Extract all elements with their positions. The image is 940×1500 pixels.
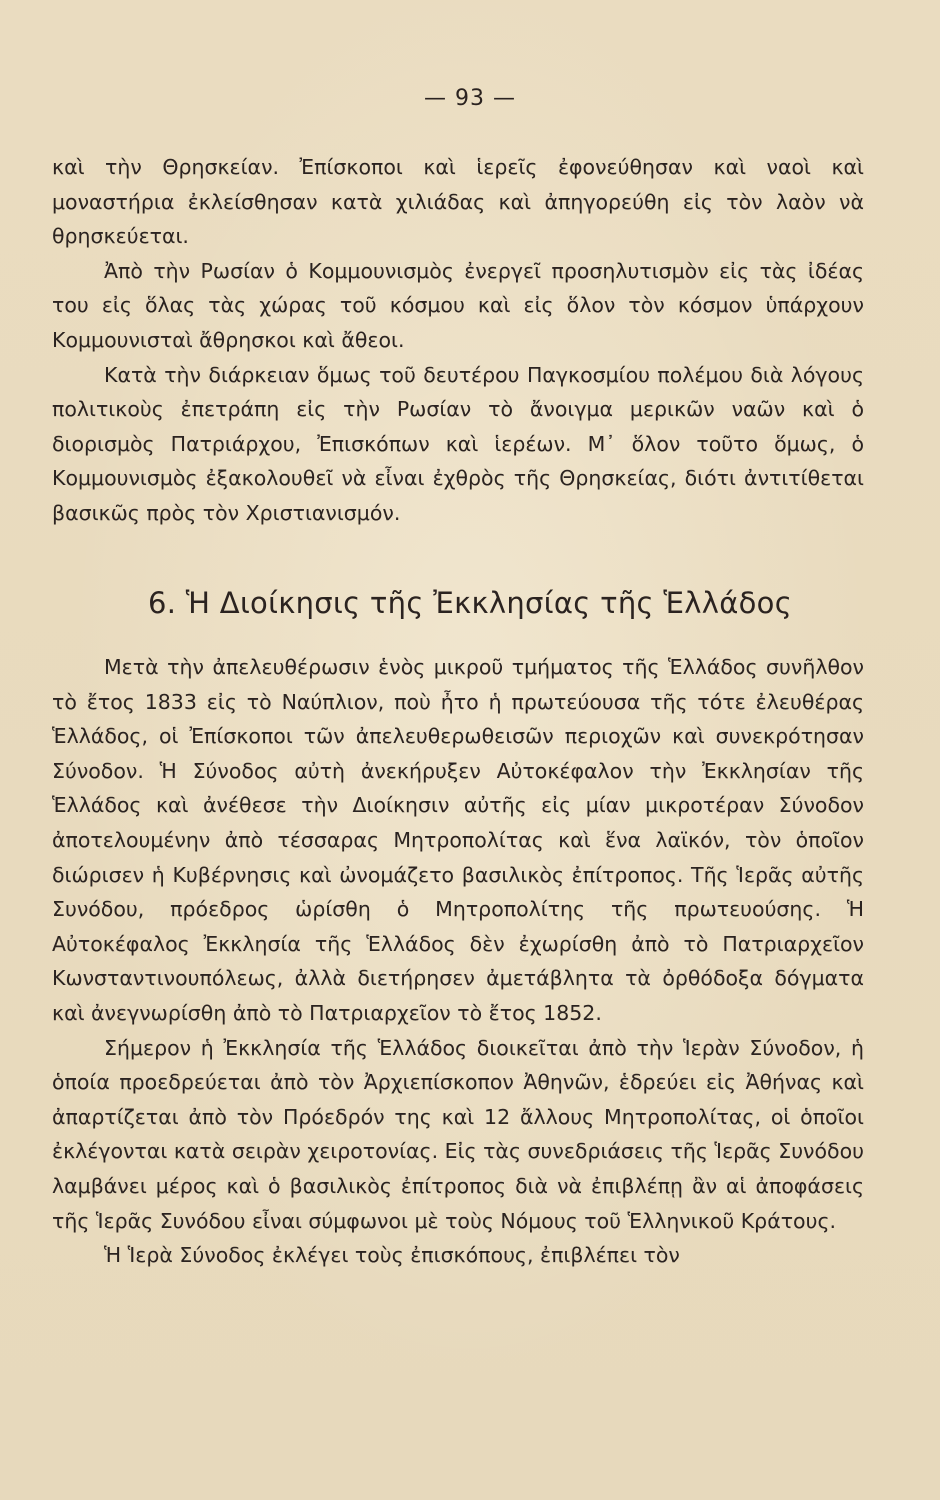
- paragraph-continuation: καὶ τὴν Θρησκείαν. Ἐπίσκοποι καὶ ἱερεῖς ἐφονεύθησαν καὶ ναοὶ καὶ μοναστήρια ἐκλείσθησαν κατὰ χιλιάδας καὶ ἀπηγορεύθη εἰς τὸν λαὸν νὰ θρησκεύεται.: [52, 155, 864, 249]
- paragraph: Ἡ Ἱερὰ Σύνοδος ἐκλέγει τοὺς ἐπισκόπους, ἐπιβλέπει τὸν: [104, 1243, 680, 1268]
- body-text-top: [52, 150, 864, 531]
- paragraph: Ἀπὸ τὴν Ρωσίαν ὁ Κομμουνισμὸς ἐνεργεῖ προσηλυτισμὸν εἰς τὰς ἰδέας του εἰς ὅλας τὰς χώρας τοῦ κόσμου καὶ εἰς ὅλον τὸν κόσμον ὑπάρχουν Κομμουνισταὶ ἄθρησκοι καὶ ἄθεοι.: [52, 258, 864, 352]
- body-text-bottom: [52, 650, 864, 1273]
- section-heading: 6. Ἡ Διοίκησις τῆς Ἐκκλησίας τῆς Ἑλλάδος: [147, 586, 793, 620]
- paragraph: Σήμερον ἡ Ἐκκλησία τῆς Ἑλλάδος διοικεῖται ἀπὸ τὴν Ἱερὰν Σύνοδον, ἡ ὁποία προεδρεύεται ἀπὸ τὸν Ἀρχιεπίσκοπον Ἀθηνῶν, ἑδρεύει εἰς Ἀθήνας καὶ ἀπαρτίζεται ἀπὸ τὸν Πρόεδρόν της καὶ 12 ἄλλους Μητροπολίτας, οἱ ὁποῖοι ἐκλέγονται κατὰ σειρὰν χειροτονίας. Εἰς τὰς συνεδριάσεις τῆς Ἱερᾶς Συνόδου λαμβάνει μέρος καὶ ὁ βασιλικὸς ἐπίτροπος διὰ νὰ ἐπιβλέπῃ ἂν αἱ ἀποφάσεις τῆς Ἱερᾶς Συνόδου εἶναι σύμφωνοι μὲ τοὺς Νόμους τοῦ Ἑλληνικοῦ Κράτους.: [52, 1035, 864, 1233]
- paragraph: Κατὰ τὴν διάρκειαν ὅμως τοῦ δευτέρου Παγκοσμίου πολέμου διὰ λόγους πολιτικοὺς ἐπετράπη εἰς τὴν Ρωσίαν τὸ ἄνοιγμα μερικῶν ναῶν καὶ ὁ διορισμὸς Πατριάρχου, Ἐπισκόπων καὶ ἱερέων. Μ᾿ ὅλον τοῦτο ὅμως, ὁ Κομμουνισμὸς ἐξακολουθεῖ νὰ εἶναι ἐχθρὸς τῆς Θρησκείας, διότι ἀντιτίθεται βασικῶς πρὸς τὸν Χριστιανισμόν.: [52, 362, 864, 525]
- page-number: — 93 —: [424, 86, 516, 111]
- paragraph: Μετὰ τὴν ἀπελευθέρωσιν ἑνὸς μικροῦ τμήματος τῆς Ἑλλάδος συνῆλθον τὸ ἔτος 1833 εἰς τὸ Ναύπλιον, ποὺ ἦτο ἡ πρωτεύουσα τῆς τότε ἐλευθέρας Ἑλλάδος, οἱ Ἐπίσκοποι τῶν ἀπελευθερωθεισῶν περιοχῶν καὶ συνεκρότησαν Σύνοδον. Ἡ Σύνοδος αὐτὴ ἀνεκήρυξεν Αὐτοκέφαλον τὴν Ἐκκλησίαν τῆς Ἑλλάδος καὶ ἀνέθεσε τὴν Διοίκησιν αὐτῆς εἰς μίαν μικροτέραν Σύνοδον ἀποτελουμένην ἀπὸ τέσσαρας Μητροπολίτας καὶ ἕνα λαϊκόν, τὸν ὁποῖον διώρισεν ἡ Κυβέρνησις καὶ ὠνομάζετο βασιλικὸς ἐπίτροπος. Τῆς Ἱερᾶς αὐτῆς Συνόδου, πρόεδρος ὡρίσθη ὁ Μητροπολίτης τῆς πρωτευούσης. Ἡ Αὐτοκέφαλος Ἐκκλησία τῆς Ἑλλάδος δὲν ἐχωρίσθη ἀπὸ τὸ Πατριαρχεῖον Κωνσταντινουπόλεως, ἀλλὰ διετήρησεν ἀμετάβλητα τὰ ὀρθόδοξα δόγματα καὶ ἀνεγνωρίσθη ἀπὸ τὸ Πατριαρχεῖον τὸ ἔτος 1852.: [52, 655, 864, 1025]
